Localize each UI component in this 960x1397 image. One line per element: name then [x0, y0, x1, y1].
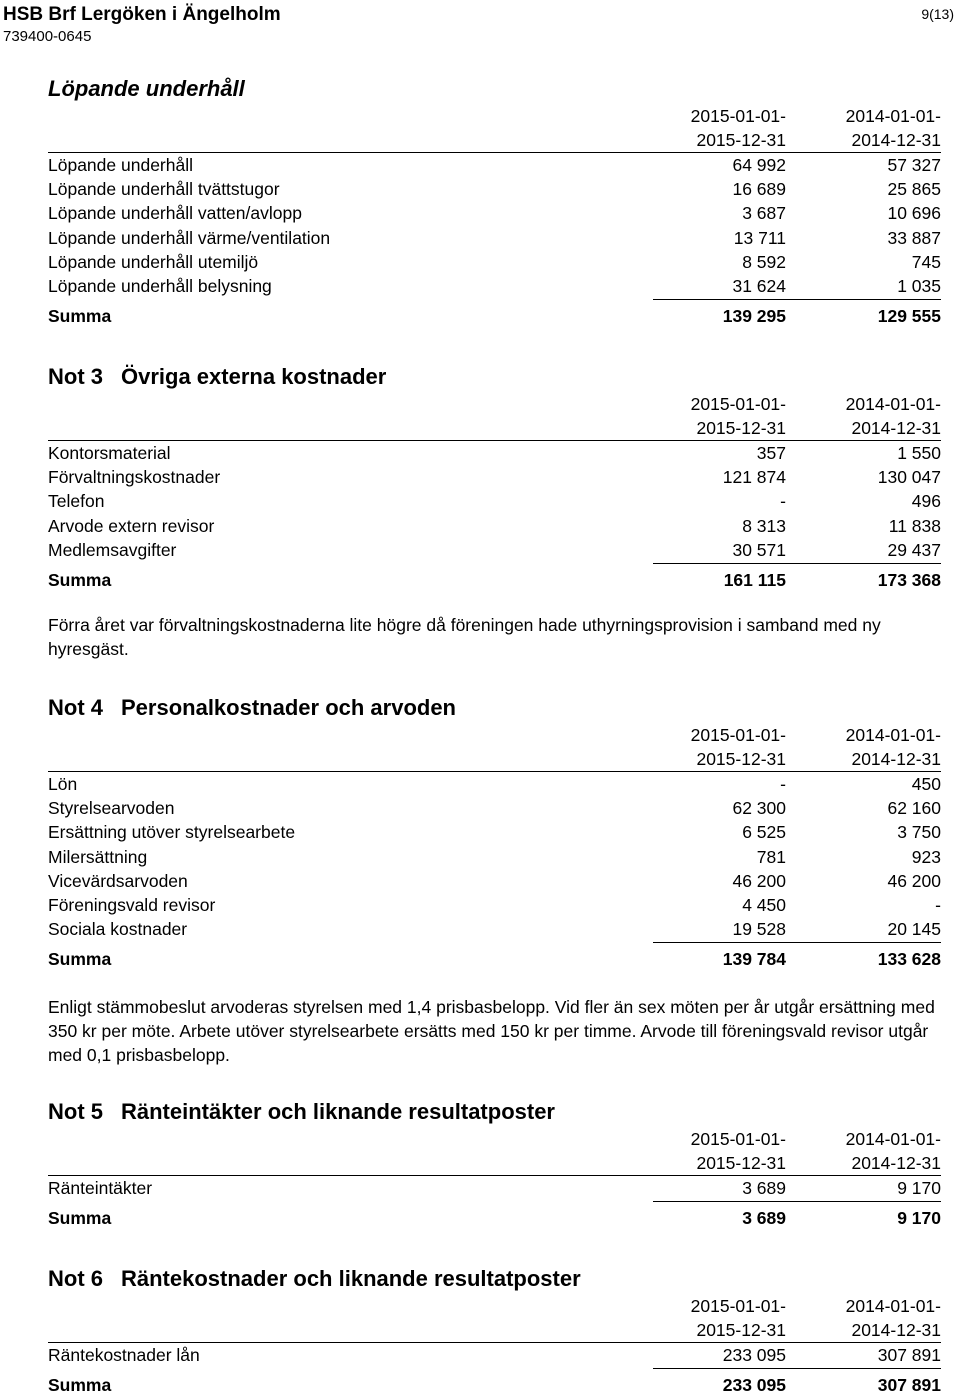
- table-row: [48, 893, 941, 917]
- table-row: [48, 177, 941, 201]
- row-value-current: -: [780, 774, 786, 794]
- row-value-previous: 10 696: [887, 203, 941, 224]
- table-row: [48, 489, 941, 513]
- period-header: [48, 723, 941, 771]
- table-row: [48, 274, 941, 298]
- row-value-current: -: [780, 491, 786, 512]
- row-label: Räntekostnader lån: [48, 1345, 200, 1365]
- row-label: Arvode extern revisor: [48, 515, 215, 536]
- previous-period: 2014-01-01- 2014-12-31: [845, 394, 941, 438]
- row-label: Telefon: [48, 491, 105, 512]
- row-label: Föreningsvald revisor: [48, 894, 216, 915]
- row-label: Förvaltningskostnader: [48, 467, 221, 488]
- row-value-previous: 46 200: [887, 870, 941, 891]
- section-title: Not 5 Ränteintäkter och liknande resultatposter: [48, 1099, 555, 1124]
- table-row: [48, 1343, 941, 1367]
- period-header: [48, 392, 941, 440]
- row-label: Sociala kostnader: [48, 919, 188, 940]
- organization-number: 739400-0645: [3, 28, 92, 45]
- row-label: Styrelsearvoden: [48, 798, 175, 819]
- section-not-6: [48, 1264, 941, 1397]
- row-value-current: 3 689: [742, 1178, 786, 1198]
- row-value-previous: 496: [911, 491, 941, 512]
- row-value-current: 781: [756, 846, 786, 867]
- table-row: [48, 226, 941, 250]
- current-period: 2015-01-01- 2015-12-31: [690, 394, 786, 438]
- row-value-previous: 25 865: [887, 179, 941, 200]
- row-value-current: 6 525: [742, 822, 786, 843]
- section-lopande-underhall: [48, 74, 941, 328]
- table-row: [48, 917, 941, 941]
- row-value-previous: 57 327: [887, 155, 941, 175]
- row-label: Löpande underhåll: [48, 155, 193, 175]
- section-not-5: [48, 1097, 941, 1230]
- current-period: 2015-01-01- 2015-12-31: [690, 1296, 786, 1340]
- row-value-previous: 1 035: [897, 275, 941, 296]
- table-row: [48, 845, 941, 869]
- table-rows: [48, 772, 941, 941]
- row-value-previous: 923: [911, 846, 941, 867]
- row-value-previous: 745: [911, 251, 941, 272]
- sum-row: Summa 233 095 307 891: [48, 1375, 941, 1396]
- current-period: 2015-01-01- 2015-12-31: [690, 725, 786, 769]
- row-value-current: 4 450: [742, 894, 786, 915]
- row-value-current: 62 300: [732, 798, 786, 819]
- current-period: 2015-01-01- 2015-12-31: [690, 1129, 786, 1173]
- row-label: Ersättning utöver styrelsearbete: [48, 822, 296, 843]
- table-rows: [48, 153, 941, 298]
- row-label: Lön: [48, 774, 78, 794]
- sum-row: Summa 3 689 9 170: [48, 1208, 941, 1229]
- row-label: Löpande underhåll värme/ventilation: [48, 227, 331, 248]
- sum-row: Summa 161 115 173 368: [48, 569, 941, 590]
- row-value-current: 3 687: [742, 203, 786, 224]
- row-label: Kontorsmaterial: [48, 443, 171, 463]
- table-rows: [48, 441, 941, 562]
- row-value-current: 31 624: [732, 275, 786, 296]
- table-row: [48, 1176, 941, 1200]
- row-value-current: 64 992: [732, 155, 786, 175]
- table-rows: [48, 1176, 941, 1200]
- row-value-previous: 3 750: [897, 822, 941, 843]
- row-value-current: 8 592: [742, 251, 786, 272]
- section-title: Not 4 Personalkostnader och arvoden: [48, 695, 456, 720]
- organization-name: HSB Brf Lergöken i Ängelholm: [3, 4, 281, 25]
- row-value-previous: 62 160: [887, 798, 941, 819]
- row-value-previous: -: [935, 894, 941, 915]
- row-value-current: 16 689: [732, 179, 786, 200]
- sum-row: Summa 139 784 133 628: [48, 949, 941, 970]
- page-number: 9(13): [921, 6, 954, 22]
- table-row: [48, 538, 941, 562]
- table-rows: [48, 1343, 941, 1367]
- row-value-previous: 450: [911, 774, 941, 794]
- row-value-previous: 29 437: [887, 539, 941, 560]
- section-not-4: [48, 693, 941, 971]
- table-row: [48, 796, 941, 820]
- table-row: [48, 869, 941, 893]
- period-header: [48, 1294, 941, 1342]
- table-row: [48, 772, 941, 796]
- row-value-previous: 20 145: [887, 919, 941, 940]
- row-label: Löpande underhåll utemiljö: [48, 251, 259, 272]
- note-text: Enligt stämmobeslut arvoderas styrelsen med 1,4 prisbasbelopp. Vid fler än sex möten per år utgår ersättning med 350 kr per möte. Arbete utöver styrelsearbete ersätts med 150 kr per timme. Arvode till föreningsvald revisor utgår med 0,1 prisbasbelopp.: [48, 997, 935, 1065]
- table-row: [48, 153, 941, 177]
- row-label: Löpande underhåll tvättstugor: [48, 179, 280, 200]
- row-label: Löpande underhåll belysning: [48, 275, 272, 296]
- row-value-current: 233 095: [722, 1345, 786, 1365]
- previous-period: 2014-01-01- 2014-12-31: [845, 1296, 941, 1340]
- previous-period: 2014-01-01- 2014-12-31: [845, 725, 941, 769]
- row-value-current: 19 528: [732, 919, 786, 940]
- row-label: Ränteintäkter: [48, 1178, 153, 1198]
- previous-period: 2014-01-01- 2014-12-31: [845, 106, 941, 150]
- table-row: [48, 465, 941, 489]
- current-period: 2015-01-01- 2015-12-31: [690, 106, 786, 150]
- row-value-current: 357: [756, 443, 786, 463]
- row-label: Vicevärdsarvoden: [48, 870, 188, 891]
- row-value-previous: 9 170: [897, 1178, 941, 1198]
- row-value-current: 8 313: [742, 515, 786, 536]
- table-row: [48, 201, 941, 225]
- row-value-previous: 130 047: [877, 467, 941, 488]
- period-header: [48, 1127, 941, 1175]
- row-value-current: 30 571: [732, 539, 786, 560]
- section-title: Not 3 Övriga externa kostnader: [48, 364, 387, 389]
- section-not-3: [48, 362, 941, 592]
- row-label: Medlemsavgifter: [48, 539, 177, 560]
- row-value-previous: 307 891: [877, 1345, 941, 1365]
- section-title: Löpande underhåll: [48, 76, 245, 101]
- previous-period: 2014-01-01- 2014-12-31: [845, 1129, 941, 1173]
- section-title: Not 6 Räntekostnader och liknande resultatposter: [48, 1266, 581, 1291]
- row-label: Löpande underhåll vatten/avlopp: [48, 203, 302, 224]
- period-header: [48, 104, 941, 152]
- sum-row: Summa 139 295 129 555: [48, 306, 941, 327]
- row-label: Milersättning: [48, 846, 148, 867]
- row-value-previous: 1 550: [897, 443, 941, 463]
- row-value-current: 13 711: [733, 227, 786, 248]
- table-row: [48, 514, 941, 538]
- note-text: Förra året var förvaltningskostnaderna lite högre då föreningen hade uthyrningsprovision i samband med ny hyresgäst.: [48, 615, 881, 659]
- row-value-current: 46 200: [732, 870, 786, 891]
- row-value-previous: 33 887: [887, 227, 941, 248]
- table-row: [48, 441, 941, 465]
- row-value-current: 121 874: [722, 467, 786, 488]
- table-row: [48, 820, 941, 844]
- row-value-previous: 11 838: [888, 515, 941, 536]
- table-row: [48, 250, 941, 274]
